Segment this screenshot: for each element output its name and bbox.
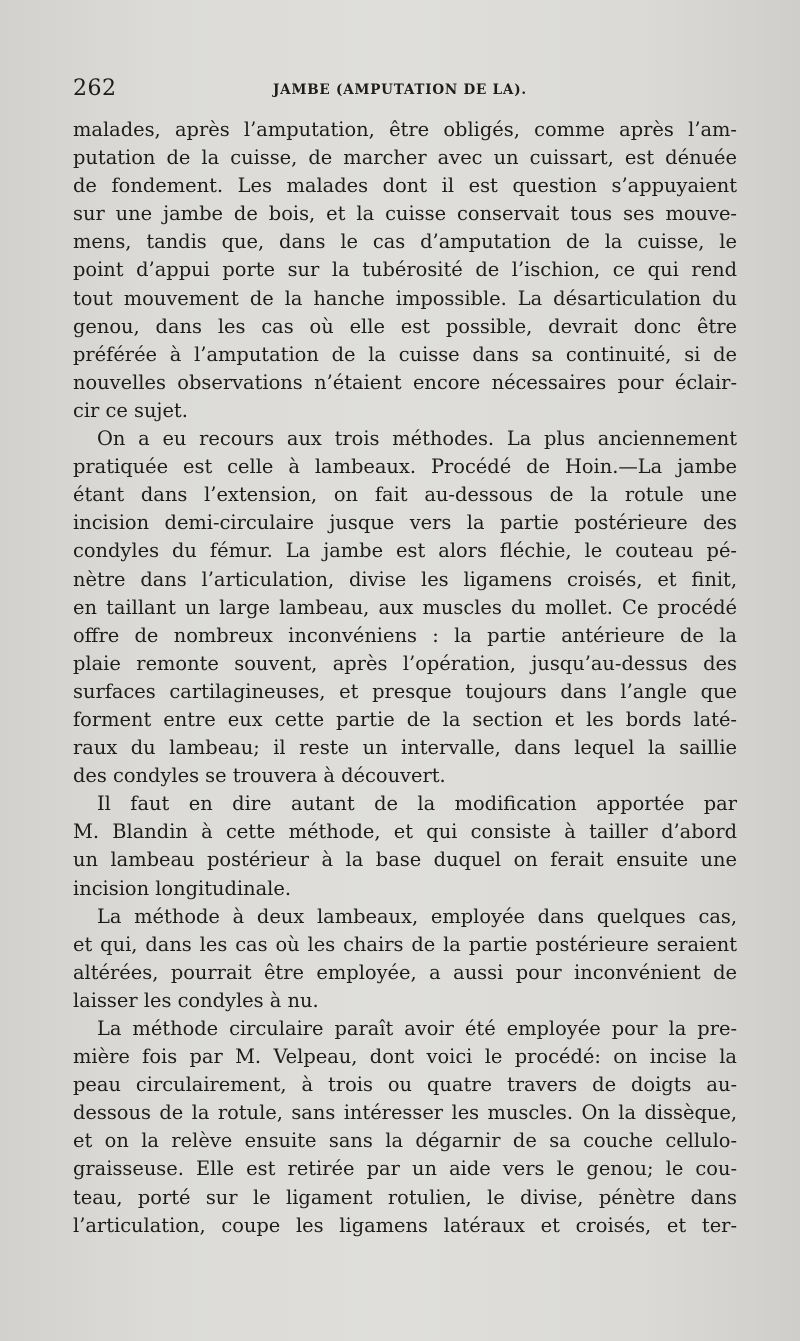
text-line: de fondement. Les malades dont il est question s’appuyaient	[73, 174, 737, 198]
text-line: graisseuse. Elle est retirée par un aide vers le genou; le cou-	[73, 1157, 737, 1181]
text-line: mière fois par M. Velpeau, dont voici le procédé: on incise la	[73, 1045, 737, 1069]
text-line: peau circulairement, à trois ou quatre travers de doigts au-	[73, 1073, 737, 1097]
text-line: étant dans l’extension, on fait au-dessous de la rotule une	[73, 483, 737, 507]
text-line: plaie remonte souvent, après l’opération, jusqu’au-dessus des	[73, 651, 737, 675]
text-line: pratiquée est celle à lambeaux. Procédé de Hoin.—La jambe	[73, 455, 737, 479]
text-line: et qui, dans les cas où les chairs de la partie postérieure seraient	[73, 932, 737, 956]
text-line: des condyles se trouvera à découvert.	[73, 764, 446, 788]
text-line: préférée à l’amputation de la cuisse dans sa continuité, si de	[73, 342, 737, 366]
text-line: surfaces cartilagineuses, et presque toujours dans l’angle que	[73, 679, 737, 703]
text-line: point d’appui porte sur la tubérosité de l’ischion, ce qui rend	[73, 258, 737, 282]
text-line: l’articulation, coupe les ligamens latéraux et croisés, et ter-	[73, 1213, 737, 1237]
text-line: un lambeau postérieur à la base duquel on ferait ensuite une	[73, 848, 737, 872]
running-head	[73, 76, 737, 104]
page-number: 262	[73, 76, 117, 101]
text-line: dessous de la rotule, sans intéresser les muscles. On la dissèque,	[73, 1101, 737, 1125]
text-line: M. Blandin à cette méthode, et qui consiste à tailler d’abord	[73, 820, 737, 844]
text-line: forment entre eux cette partie de la section et les bords laté-	[73, 707, 737, 731]
text-line: nouvelles observations n’étaient encore nécessaires pour éclair-	[73, 370, 737, 394]
text-line: incision demi-circulaire jusque vers la partie postérieure des	[73, 511, 737, 535]
text-line: teau, porté sur le ligament rotulien, le divise, pénètre dans	[73, 1185, 737, 1209]
text-line: nètre dans l’articulation, divise les ligamens croisés, et finit,	[73, 567, 737, 591]
text-line: et on la relève ensuite sans la dégarnir de sa couche cellulo-	[73, 1129, 737, 1153]
text-line: sur une jambe de bois, et la cuisse conservait tous ses mouve-	[73, 202, 737, 226]
text-line: condyles du fémur. La jambe est alors fléchie, le couteau pé-	[73, 539, 737, 563]
text-line: On a eu recours aux trois méthodes. La plus anciennement	[97, 427, 737, 451]
text-line: putation de la cuisse, de marcher avec un cuissart, est dénuée	[73, 146, 737, 170]
text-line: Il faut en dire autant de la modification apportée par	[97, 792, 737, 816]
text-line: malades, après l’amputation, être obligés, comme après l’am-	[73, 118, 737, 141]
running-title: JAMBE (AMPUTATION DE LA).	[273, 82, 527, 98]
text-line: incision longitudinale.	[73, 876, 291, 900]
body-text	[73, 116, 737, 1240]
text-line: offre de nombreux inconvéniens : la partie antérieure de la	[73, 623, 737, 647]
text-line: genou, dans les cas où elle est possible, devrait donc être	[73, 314, 737, 338]
text-line: cir ce sujet.	[73, 398, 188, 422]
text-line: raux du lambeau; il reste un intervalle, dans lequel la saillie	[73, 736, 737, 760]
text-line: mens, tandis que, dans le cas d’amputation de la cuisse, le	[73, 230, 737, 254]
text-line: en taillant un large lambeau, aux muscles du mollet. Ce procédé	[73, 595, 737, 619]
text-line: La méthode circulaire paraît avoir été employée pour la pre-	[97, 1017, 737, 1040]
text-line: laisser les condyles à nu.	[73, 988, 319, 1012]
text-line: La méthode à deux lambeaux, employée dans quelques cas,	[97, 904, 737, 928]
text-line: tout mouvement de la hanche impossible. La désarticulation du	[73, 286, 737, 310]
text-line: altérées, pourrait être employée, a aussi pour inconvénient de	[73, 960, 737, 984]
